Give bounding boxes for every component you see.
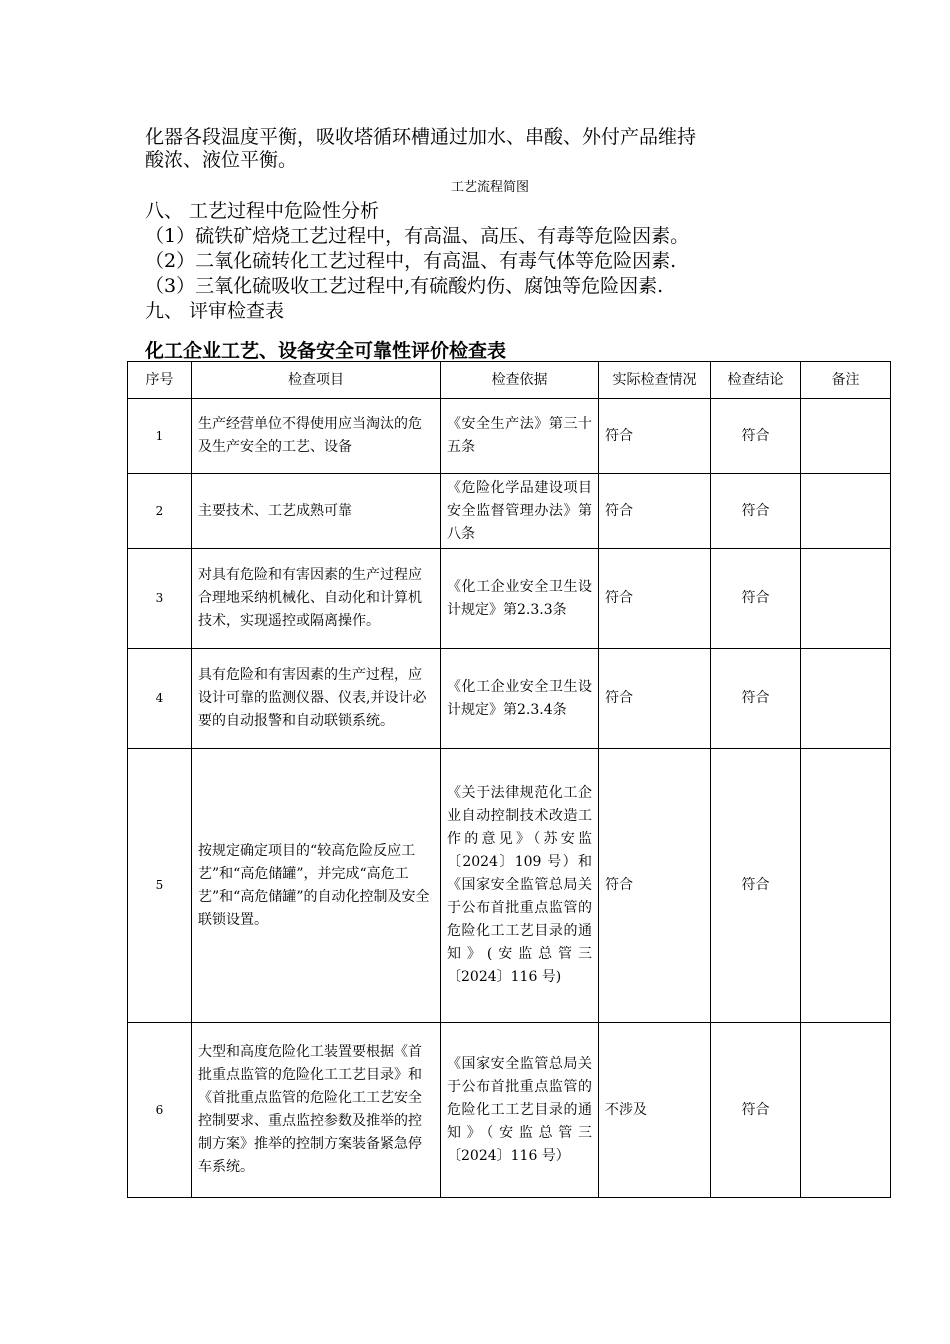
safety-checklist-table xyxy=(127,361,891,1198)
table-title: 化工企业工艺、设备安全可靠性评价检查表 xyxy=(145,340,507,362)
row-actual: 符合 xyxy=(599,549,711,649)
row-note xyxy=(801,474,891,549)
section-8-item-1: （1）硫铁矿焙烧工艺过程中，有高温、高压、有毒等危险因素。 xyxy=(145,225,690,247)
header-actual: 实际检查情况 xyxy=(599,362,711,399)
row-basis: 《国家安全监管总局关于公布首批重点监管的危险化工工艺目录的通知》（安监总管三〔2024〕116 号） xyxy=(441,1023,599,1198)
row-actual: 符合 xyxy=(599,474,711,549)
row-no: 1 xyxy=(128,399,192,474)
row-basis: 《化工企业安全卫生设计规定》第2.3.3条 xyxy=(441,549,599,649)
header-item: 检查项目 xyxy=(192,362,441,399)
table-row xyxy=(128,399,891,474)
row-conclusion: 符合 xyxy=(711,1023,801,1198)
header-conclusion: 检查结论 xyxy=(711,362,801,399)
row-item: 对具有危险和有害因素的生产过程应合理地采纳机械化、自动化和计算机技术，实现遥控或隔离操作。 xyxy=(192,549,441,649)
row-conclusion: 符合 xyxy=(711,649,801,749)
row-conclusion: 符合 xyxy=(711,549,801,649)
row-no: 2 xyxy=(128,474,192,549)
row-basis: 《安全生产法》第三十五条 xyxy=(441,399,599,474)
row-item: 具有危险和有害因素的生产过程，应设计可靠的监测仪器、仪表,并设计必要的自动报警和自动联锁系统。 xyxy=(192,649,441,749)
header-basis: 检查依据 xyxy=(441,362,599,399)
table-header-row xyxy=(128,362,891,399)
intro-line-1: 化器各段温度平衡，吸收塔循环槽通过加水、串酸、外付产品维持 xyxy=(145,126,697,148)
row-item: 生产经营单位不得使用应当淘汰的危及生产安全的工艺、设备 xyxy=(192,399,441,474)
row-note xyxy=(801,1023,891,1198)
section-8-item-2: （2）二氧化硫转化工艺过程中，有高温、有毒气体等危险因素. xyxy=(145,250,677,272)
row-note xyxy=(801,399,891,474)
row-conclusion: 符合 xyxy=(711,474,801,549)
row-item: 大型和高度危险化工装置要根据《首批重点监管的危险化工工艺目录》和《首批重点监管的危险化工工艺安全控制要求、重点监控参数及推举的控制方案》推举的控制方案装备紧急停车系统。 xyxy=(192,1023,441,1198)
row-actual: 不涉及 xyxy=(599,1023,711,1198)
intro-line-2: 酸浓、液位平衡。 xyxy=(145,149,298,171)
table-row xyxy=(128,649,891,749)
row-no: 6 xyxy=(128,1023,192,1198)
row-actual: 符合 xyxy=(599,749,711,1023)
row-conclusion: 符合 xyxy=(711,399,801,474)
table-row xyxy=(128,1023,891,1198)
section-8-item-3: （3）三氧化硫吸收工艺过程中,有硫酸灼伤、腐蚀等危险因素. xyxy=(145,275,664,297)
row-note xyxy=(801,549,891,649)
row-basis: 《危险化学品建设项目安全监督管理办法》第八条 xyxy=(441,474,599,549)
table-row xyxy=(128,474,891,549)
figure-caption: 工艺流程简图 xyxy=(450,180,529,195)
row-actual: 符合 xyxy=(599,399,711,474)
section-9-heading: 九、 评审检查表 xyxy=(145,300,285,322)
section-8-heading: 八、 工艺过程中危险性分析 xyxy=(145,200,380,222)
row-no: 4 xyxy=(128,649,192,749)
row-item: 按规定确定项目的“较高危险反应工艺”和“高危储罐”，并完成“高危工艺”和“高危储罐”的自动化控制及安全联锁设置。 xyxy=(192,749,441,1023)
row-basis: 《化工企业安全卫生设计规定》第2.3.4条 xyxy=(441,649,599,749)
row-actual: 符合 xyxy=(599,649,711,749)
table-row xyxy=(128,749,891,1023)
row-basis: 《关于法律规范化工企业自动控制技术改造工作的意见》（苏安监〔2024〕109 号）和《国家安全监管总局关于公布首批重点监管的危险化工工艺目录的通知》(安监总管三〔2024〕116 号) xyxy=(441,749,599,1023)
row-note xyxy=(801,649,891,749)
table-row xyxy=(128,549,891,649)
row-no: 3 xyxy=(128,549,192,649)
row-note xyxy=(801,749,891,1023)
header-note: 备注 xyxy=(801,362,891,399)
header-no: 序号 xyxy=(128,362,192,399)
row-no: 5 xyxy=(128,749,192,1023)
row-conclusion: 符合 xyxy=(711,749,801,1023)
row-item: 主要技术、工艺成熟可靠 xyxy=(192,474,441,549)
